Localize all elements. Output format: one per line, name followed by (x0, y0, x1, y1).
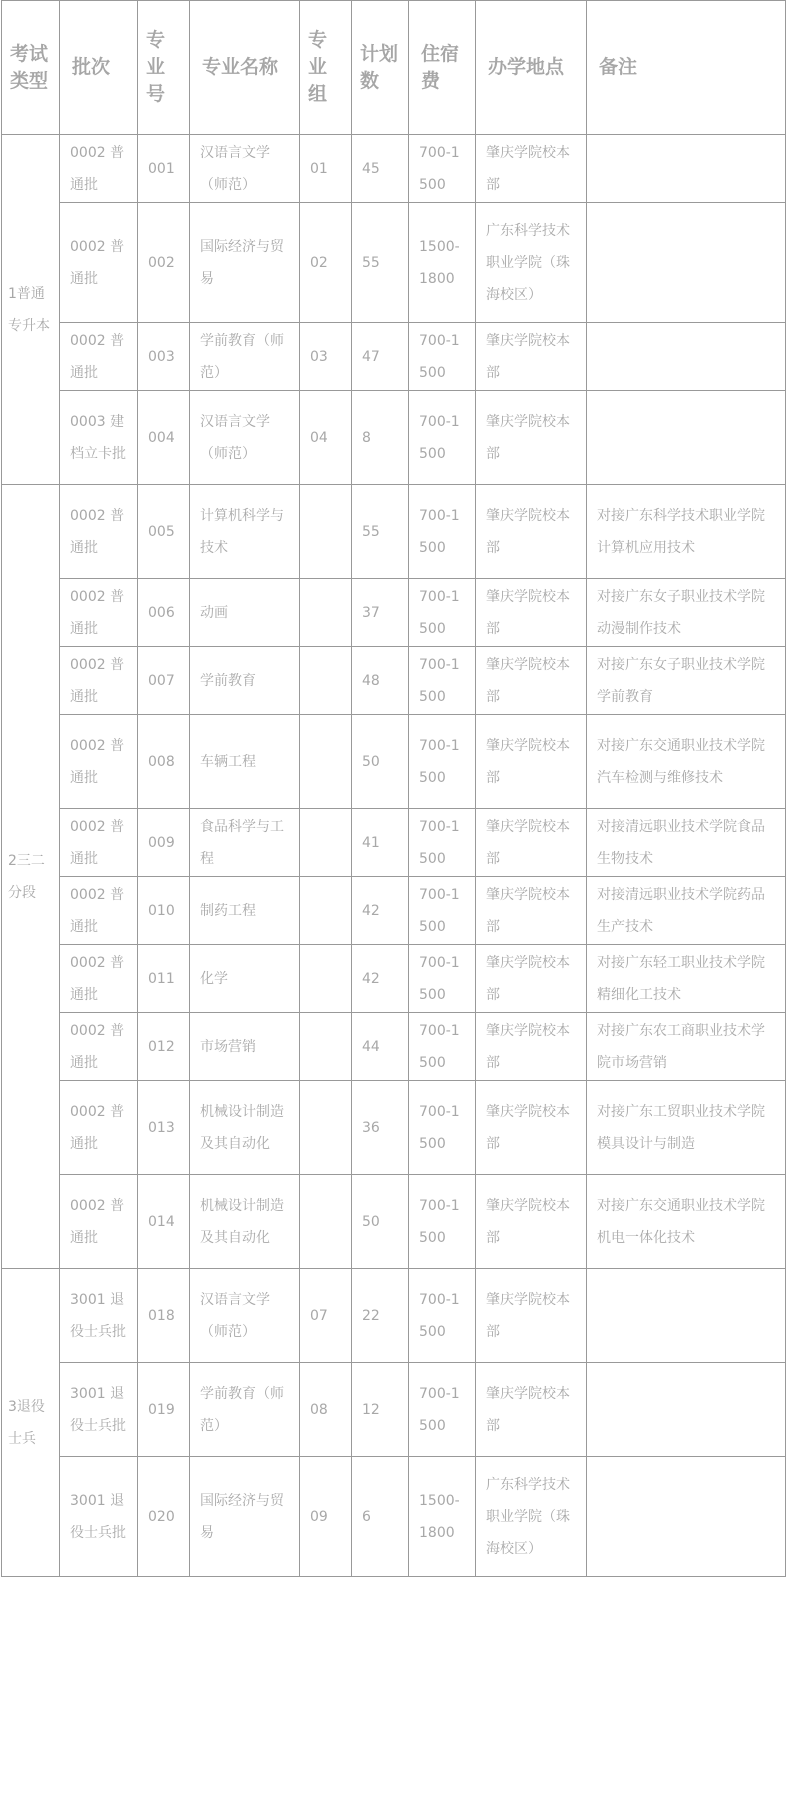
major-name-cell: 汉语言文学（师范） (190, 135, 300, 203)
major-name-cell: 机械设计制造及其自动化 (190, 1081, 300, 1175)
table-row (2, 1457, 786, 1577)
table-row (2, 135, 786, 203)
major-group-cell (300, 485, 352, 579)
major-name-cell: 学前教育（师范） (190, 323, 300, 391)
plan-cell: 55 (352, 485, 409, 579)
fee-cell: 700-1500 (409, 391, 476, 485)
major-name-cell: 制药工程 (190, 877, 300, 945)
major-group-cell (300, 877, 352, 945)
table-row (2, 1175, 786, 1269)
remark-cell: 对接广东工贸职业技术学院模具设计与制造 (587, 1081, 786, 1175)
major-group-cell: 04 (300, 391, 352, 485)
major-name-cell: 市场营销 (190, 1013, 300, 1081)
plan-cell: 45 (352, 135, 409, 203)
header-exam-type: 考试类型 (2, 1, 60, 135)
batch-cell: 0002 普通批 (60, 323, 138, 391)
major-no-cell: 011 (138, 945, 190, 1013)
location-cell: 肇庆学院校本部 (476, 647, 587, 715)
fee-cell: 700-1500 (409, 323, 476, 391)
fee-cell: 700-1500 (409, 1175, 476, 1269)
exam-type-cell: 2三二分段 (2, 485, 60, 1269)
fee-cell: 700-1500 (409, 1269, 476, 1363)
major-no-cell: 013 (138, 1081, 190, 1175)
major-no-cell: 001 (138, 135, 190, 203)
batch-cell: 0003 建档立卡批 (60, 391, 138, 485)
batch-cell: 0002 普通批 (60, 1081, 138, 1175)
major-no-cell: 010 (138, 877, 190, 945)
major-no-cell: 019 (138, 1363, 190, 1457)
major-name-cell: 化学 (190, 945, 300, 1013)
table-row (2, 945, 786, 1013)
batch-cell: 3001 退役士兵批 (60, 1363, 138, 1457)
remark-cell (587, 323, 786, 391)
table-row (2, 715, 786, 809)
fee-cell: 700-1500 (409, 1081, 476, 1175)
plan-cell: 42 (352, 945, 409, 1013)
major-group-cell (300, 715, 352, 809)
table-row (2, 877, 786, 945)
batch-cell: 0002 普通批 (60, 647, 138, 715)
table-row (2, 1269, 786, 1363)
location-cell: 肇庆学院校本部 (476, 391, 587, 485)
fee-cell: 700-1500 (409, 1013, 476, 1081)
fee-cell: 700-1500 (409, 877, 476, 945)
plan-cell: 8 (352, 391, 409, 485)
location-cell: 肇庆学院校本部 (476, 809, 587, 877)
remark-cell: 对接广东交通职业技术学院机电一体化技术 (587, 1175, 786, 1269)
major-no-cell: 008 (138, 715, 190, 809)
plan-cell: 6 (352, 1457, 409, 1577)
major-group-cell (300, 647, 352, 715)
header-fee: 住宿费 (409, 1, 476, 135)
major-name-cell: 汉语言文学（师范） (190, 1269, 300, 1363)
table-row (2, 1081, 786, 1175)
major-no-cell: 003 (138, 323, 190, 391)
table-row (2, 647, 786, 715)
batch-cell: 0002 普通批 (60, 135, 138, 203)
location-cell: 肇庆学院校本部 (476, 1363, 587, 1457)
table-row (2, 809, 786, 877)
location-cell: 肇庆学院校本部 (476, 715, 587, 809)
batch-cell: 0002 普通批 (60, 809, 138, 877)
fee-cell: 700-1500 (409, 1363, 476, 1457)
major-name-cell: 机械设计制造及其自动化 (190, 1175, 300, 1269)
major-group-cell: 07 (300, 1269, 352, 1363)
admission-plan-table (1, 0, 786, 1577)
major-no-cell: 002 (138, 203, 190, 323)
major-group-cell (300, 579, 352, 647)
plan-cell: 50 (352, 1175, 409, 1269)
batch-cell: 0002 普通批 (60, 579, 138, 647)
major-no-cell: 014 (138, 1175, 190, 1269)
location-cell: 肇庆学院校本部 (476, 1269, 587, 1363)
major-group-cell (300, 1081, 352, 1175)
remark-cell: 对接广东科学技术职业学院计算机应用技术 (587, 485, 786, 579)
major-name-cell: 食品科学与工程 (190, 809, 300, 877)
batch-cell: 3001 退役士兵批 (60, 1269, 138, 1363)
plan-cell: 36 (352, 1081, 409, 1175)
location-cell: 肇庆学院校本部 (476, 579, 587, 647)
major-group-cell (300, 809, 352, 877)
batch-cell: 0002 普通批 (60, 1175, 138, 1269)
exam-type-cell: 3退役士兵 (2, 1269, 60, 1577)
location-cell: 肇庆学院校本部 (476, 1013, 587, 1081)
remark-cell (587, 203, 786, 323)
fee-cell: 700-1500 (409, 809, 476, 877)
header-batch: 批次 (60, 1, 138, 135)
major-group-cell: 08 (300, 1363, 352, 1457)
remark-cell (587, 1363, 786, 1457)
fee-cell: 700-1500 (409, 945, 476, 1013)
plan-cell: 47 (352, 323, 409, 391)
fee-cell: 700-1500 (409, 715, 476, 809)
remark-cell: 对接广东女子职业技术学院学前教育 (587, 647, 786, 715)
header-row (2, 1, 786, 135)
remark-cell (587, 135, 786, 203)
major-no-cell: 018 (138, 1269, 190, 1363)
header-major-no: 专业号 (138, 1, 190, 135)
remark-cell: 对接广东女子职业技术学院动漫制作技术 (587, 579, 786, 647)
table-row (2, 485, 786, 579)
major-group-cell: 01 (300, 135, 352, 203)
location-cell: 肇庆学院校本部 (476, 323, 587, 391)
remark-cell: 对接广东交通职业技术学院汽车检测与维修技术 (587, 715, 786, 809)
batch-cell: 0002 普通批 (60, 203, 138, 323)
header-major-name: 专业名称 (190, 1, 300, 135)
major-group-cell: 09 (300, 1457, 352, 1577)
header-remark: 备注 (587, 1, 786, 135)
major-group-cell (300, 945, 352, 1013)
plan-cell: 41 (352, 809, 409, 877)
location-cell: 肇庆学院校本部 (476, 485, 587, 579)
table-row (2, 203, 786, 323)
plan-cell: 22 (352, 1269, 409, 1363)
remark-cell (587, 391, 786, 485)
exam-type-cell: 1普通专升本 (2, 135, 60, 485)
major-no-cell: 005 (138, 485, 190, 579)
remark-cell (587, 1457, 786, 1577)
plan-cell: 44 (352, 1013, 409, 1081)
major-name-cell: 学前教育（师范） (190, 1363, 300, 1457)
major-name-cell: 学前教育 (190, 647, 300, 715)
batch-cell: 0002 普通批 (60, 945, 138, 1013)
table-row (2, 323, 786, 391)
major-name-cell: 国际经济与贸易 (190, 1457, 300, 1577)
plan-cell: 50 (352, 715, 409, 809)
remark-cell: 对接清远职业技术学院食品生物技术 (587, 809, 786, 877)
location-cell: 肇庆学院校本部 (476, 877, 587, 945)
major-no-cell: 009 (138, 809, 190, 877)
remark-cell: 对接清远职业技术学院药品生产技术 (587, 877, 786, 945)
major-no-cell: 020 (138, 1457, 190, 1577)
remark-cell (587, 1269, 786, 1363)
major-name-cell: 动画 (190, 579, 300, 647)
plan-cell: 48 (352, 647, 409, 715)
major-group-cell: 02 (300, 203, 352, 323)
batch-cell: 0002 普通批 (60, 877, 138, 945)
major-name-cell: 国际经济与贸易 (190, 203, 300, 323)
fee-cell: 1500-1800 (409, 1457, 476, 1577)
batch-cell: 0002 普通批 (60, 485, 138, 579)
fee-cell: 700-1500 (409, 579, 476, 647)
major-no-cell: 012 (138, 1013, 190, 1081)
remark-cell: 对接广东农工商职业技术学院市场营销 (587, 1013, 786, 1081)
table-row (2, 579, 786, 647)
batch-cell: 3001 退役士兵批 (60, 1457, 138, 1577)
fee-cell: 700-1500 (409, 647, 476, 715)
plan-cell: 55 (352, 203, 409, 323)
location-cell: 广东科学技术职业学院（珠海校区） (476, 203, 587, 323)
table-header (2, 1, 786, 135)
location-cell: 肇庆学院校本部 (476, 1175, 587, 1269)
location-cell: 肇庆学院校本部 (476, 1081, 587, 1175)
major-no-cell: 006 (138, 579, 190, 647)
plan-cell: 37 (352, 579, 409, 647)
major-name-cell: 车辆工程 (190, 715, 300, 809)
plan-cell: 12 (352, 1363, 409, 1457)
major-no-cell: 004 (138, 391, 190, 485)
batch-cell: 0002 普通批 (60, 715, 138, 809)
table-row (2, 1363, 786, 1457)
plan-cell: 42 (352, 877, 409, 945)
table-body (2, 135, 786, 1577)
major-group-cell (300, 1013, 352, 1081)
header-plan: 计划数 (352, 1, 409, 135)
major-group-cell: 03 (300, 323, 352, 391)
batch-cell: 0002 普通批 (60, 1013, 138, 1081)
table-row (2, 1013, 786, 1081)
remark-cell: 对接广东轻工职业技术学院精细化工技术 (587, 945, 786, 1013)
location-cell: 广东科学技术职业学院（珠海校区） (476, 1457, 587, 1577)
major-group-cell (300, 1175, 352, 1269)
location-cell: 肇庆学院校本部 (476, 945, 587, 1013)
header-location: 办学地点 (476, 1, 587, 135)
table-row (2, 391, 786, 485)
fee-cell: 700-1500 (409, 135, 476, 203)
location-cell: 肇庆学院校本部 (476, 135, 587, 203)
major-name-cell: 汉语言文学（师范） (190, 391, 300, 485)
major-name-cell: 计算机科学与技术 (190, 485, 300, 579)
major-no-cell: 007 (138, 647, 190, 715)
header-major-group: 专业组 (300, 1, 352, 135)
fee-cell: 700-1500 (409, 485, 476, 579)
fee-cell: 1500-1800 (409, 203, 476, 323)
